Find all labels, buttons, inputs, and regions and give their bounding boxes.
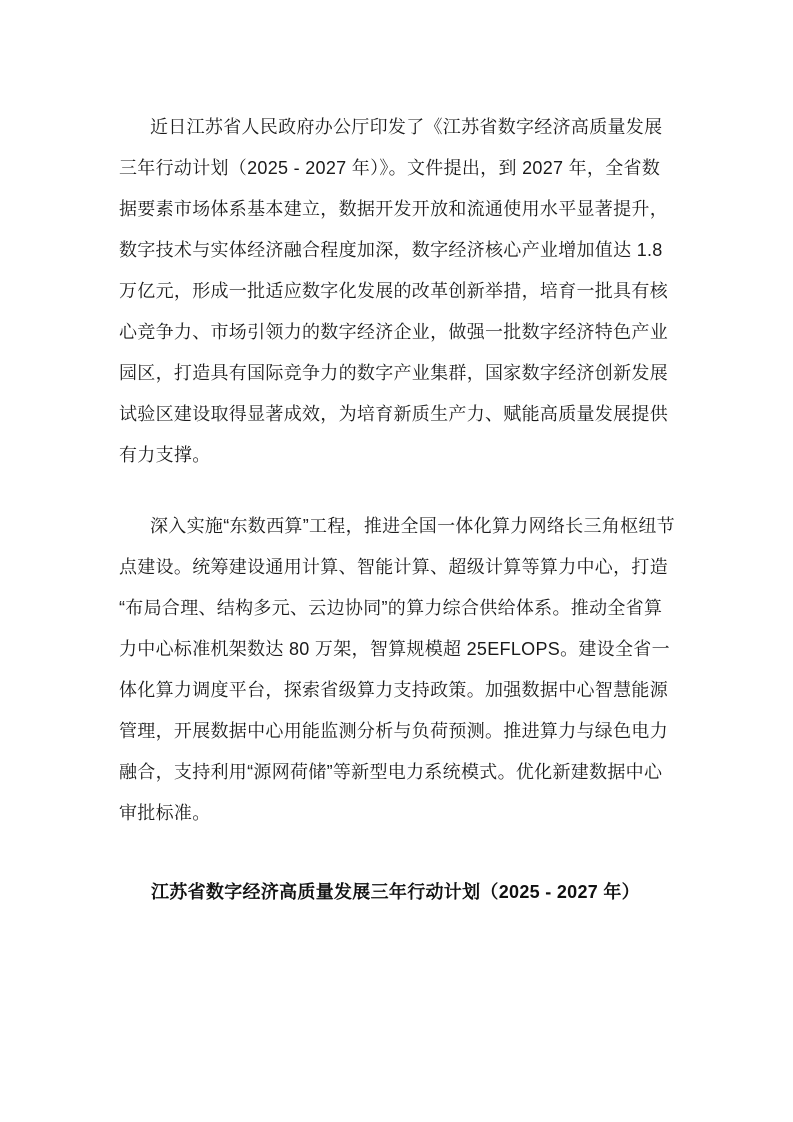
text-line: 心竞争力、市场引领力的数字经济企业，做强一批数字经济特色产业 — [119, 322, 668, 342]
text-line: 三年行动计划（2025 - 2027 年）》。文件提出，到 2027 年，全省数 — [119, 158, 661, 178]
text-line: 近日江苏省人民政府办公厅印发了《江苏省数字经济高质量发展 — [150, 117, 663, 137]
text-line: 数字技术与实体经济融合程度加深，数字经济核心产业增加值达 1.8 — [119, 240, 663, 260]
text-line: “布局合理、结构多元、云边协同”的算力综合供给体系。推动全省算 — [119, 598, 663, 618]
text-line: 管理，开展数据中心用能监测分析与负荷预测。推进算力与绿色电力 — [119, 721, 668, 741]
text-line: 园区，打造具有国际竞争力的数字产业集群，国家数字经济创新发展 — [119, 363, 668, 383]
paragraph-1 — [119, 107, 672, 476]
text-line: 体化算力调度平台，探索省级算力支持政策。加强数据中心智慧能源 — [119, 680, 668, 700]
text-line: 深入实施“东数西算”工程，推进全国一体化算力网络长三角枢纽节 — [150, 516, 675, 536]
text-line: 有力支撑。 — [119, 445, 211, 465]
text-line: 万亿元，形成一批适应数字化发展的改革创新举措，培育一批具有核 — [119, 281, 668, 301]
text-line: 试验区建设取得显著成效，为培育新质生产力、赋能高质量发展提供 — [119, 404, 668, 424]
text-line: 点建设。统筹建设通用计算、智能计算、超级计算等算力中心，打造 — [119, 557, 668, 577]
text-line: 据要素市场体系基本建立，数据开发开放和流通使用水平显著提升， — [119, 199, 668, 219]
text-line: 融合，支持利用“源网荷储”等新型电力系统模式。优化新建数据中心 — [119, 762, 663, 782]
document-title: 江苏省数字经济高质量发展三年行动计划（2025 - 2027 年） — [151, 882, 640, 902]
text-line: 审批标准。 — [119, 803, 211, 823]
document-body — [119, 107, 675, 913]
text-line: 力中心标准机架数达 80 万架，智算规模超 25EFLOPS。建设全省一 — [119, 639, 670, 659]
paragraph-2 — [119, 506, 675, 834]
